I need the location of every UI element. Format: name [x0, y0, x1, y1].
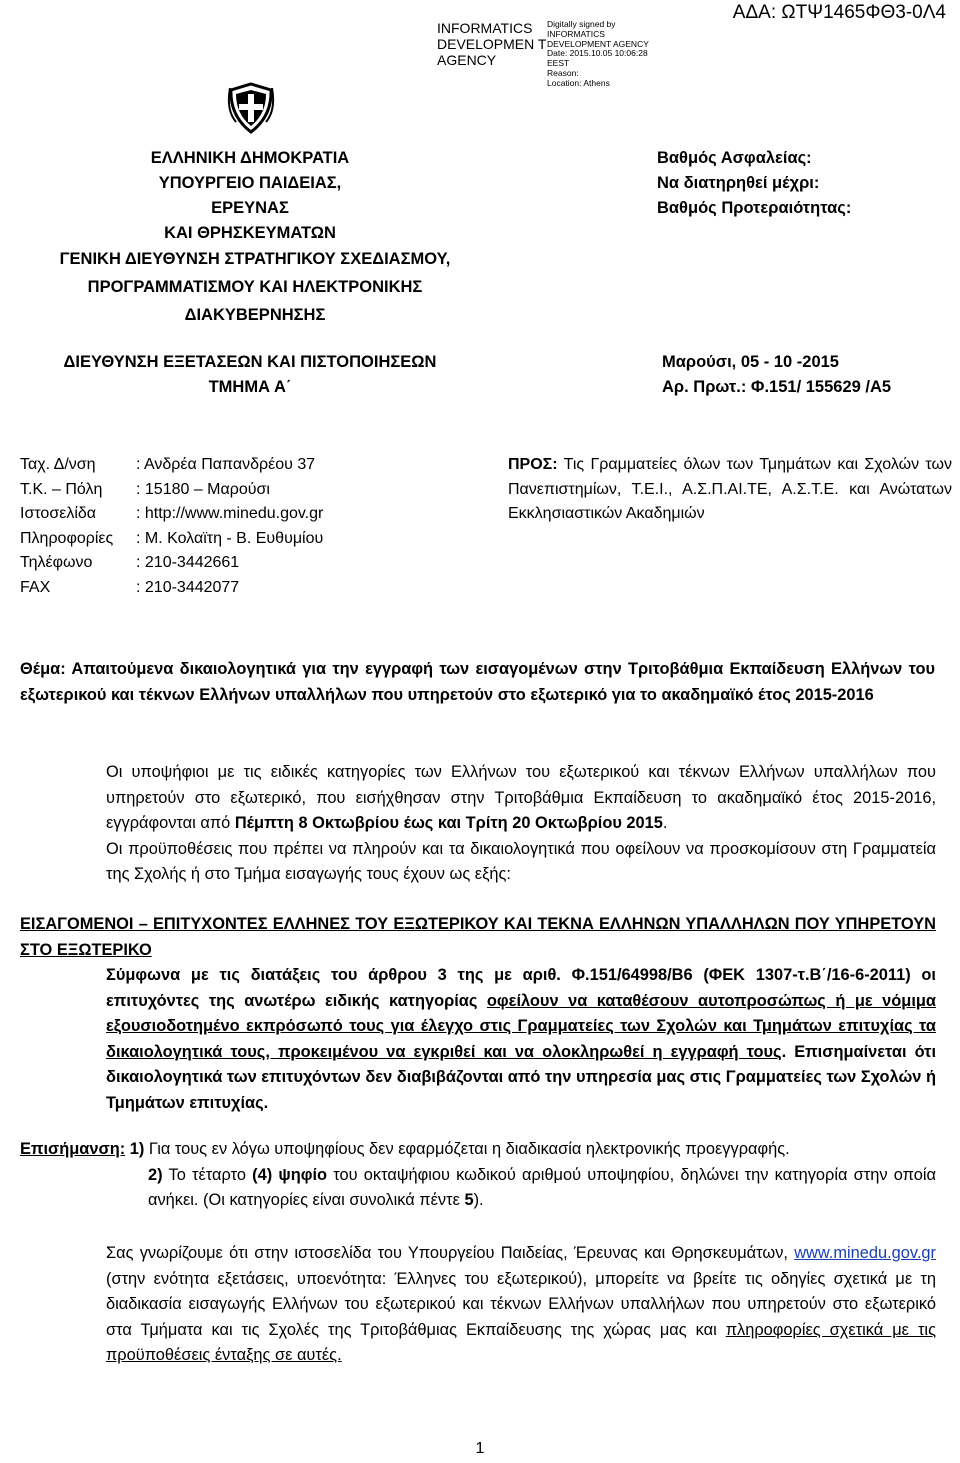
- ada-code: ΑΔΑ: ΩΤΨ1465ΦΘ3-0Λ4: [732, 2, 946, 23]
- contact-value: : Ανδρέα Παπανδρέου 37: [136, 456, 316, 473]
- date-ref-block: [662, 350, 891, 400]
- section-bold-note: Επισημαίνεται ότι δικαιολογητικά των επιτυχόντων δεν διαβιβάζονται από την υπηρεσία μας στις Γραμματείες των Σχολών ή Τμημάτων επιτυχίας.: [106, 1042, 936, 1112]
- contact-row: [20, 527, 323, 552]
- closing-paragraph: [20, 1241, 936, 1369]
- notes-label: Επισήμανση:: [20, 1140, 126, 1158]
- recipient-block: [508, 453, 952, 527]
- paragraph-1: [20, 760, 936, 837]
- note-1: [20, 1137, 936, 1163]
- contact-label: Πληροφορίες: [20, 529, 114, 547]
- sig-date: Date: 2015.10.05 10:06:28: [547, 48, 648, 59]
- signature-details: [547, 20, 667, 89]
- directorate: [40, 350, 460, 400]
- note-2-count: 5: [464, 1191, 474, 1209]
- para1-text: Οι υποψήφιοι με τις ειδικές κατηγορίες των Ελλήνων του εξωτερικού και τέκνων Ελλήνων υπαλλήλων που υπηρετούν στο εξωτερικό, που εισήχθησαν στην Τριτοβάθμια Εκπαίδευση το ακαδημαϊκό έτος 2015-2016, εγγράφονται από: [106, 763, 936, 832]
- ministry-line: ΚΑΙ ΘΡΗΣΚΕΥΜΑΤΩΝ: [164, 224, 336, 242]
- closing-underlined: πληροφορίες σχετικά με τις προϋποθέσεις ένταξης σε αυτές.: [106, 1320, 936, 1364]
- website-link[interactable]: : http://www.minedu.gov.gr: [136, 505, 324, 522]
- sig-line: Digitally signed by: [547, 19, 616, 29]
- greek-emblem-icon: [226, 80, 276, 136]
- section-paragraph: [20, 963, 936, 1116]
- contact-value: : 15180 – Μαρούσι: [136, 480, 270, 498]
- note-2-number: 2): [148, 1165, 163, 1184]
- sig-line: INFORMATICS: [547, 28, 605, 39]
- contact-label: FAX: [20, 578, 51, 596]
- contact-row: [20, 453, 323, 478]
- note-2-end: ).: [473, 1191, 484, 1209]
- registration-dates: Πέμπτη 8 Οκτωβρίου έως και Τρίτη 20 Οκτωβρίου 2015: [234, 814, 663, 832]
- minedu-link[interactable]: www.minedu.gov.gr: [794, 1244, 936, 1262]
- contact-row: [20, 502, 323, 527]
- signer-name: INFORMATICS DEVELOPMEN T AGENCY: [437, 20, 547, 68]
- contact-value: : Μ. Κολαϊτη - Β. Ευθυμίου: [136, 529, 324, 547]
- closing-block: [20, 1241, 936, 1369]
- contact-label: Ταχ. Δ/νση: [20, 456, 96, 473]
- section-underlined: οφείλουν να καταθέσουν αυτοπροσώπως ή με νόμιμα εξουσιοδοτημένο εκπρόσωπό τους για έλεγχο στις Γραμματείες των Σχολών και Τμημάτων επιτυχίας τα δικαιολογητικά τους, προκειμένου να εγκριθεί και να ολοκληρωθεί η εγγραφή τους: [106, 991, 936, 1061]
- recipient-label: ΠΡΟΣ:: [508, 456, 558, 473]
- note-1-text: Για τους εν λόγω υποψηφίους δεν εφαρμόζεται η διαδικασία ηλεκτρονικής προεγγραφής.: [144, 1140, 790, 1158]
- ministry-line: ΕΛΛΗΝΙΚΗ ΔΗΜΟΚΡΑΤΙΑ: [150, 149, 350, 167]
- section-block: [20, 912, 936, 1116]
- note-2-text: Το τέταρτο: [162, 1165, 253, 1184]
- sig-tz: EEST: [547, 58, 570, 69]
- section-text: Σύμφωνα με τις διατάξεις του άρθρου 3 της με αριθ. Φ.151/64998/Β6 (ΦΕΚ 1307-τ.Β΄/16-6-2011) οι επιτυχόντες της ανωτέρω ειδικής κατηγορίας: [106, 966, 936, 1010]
- para1-end: .: [662, 814, 668, 832]
- contact-row: [20, 551, 323, 576]
- contact-value: : 210-3442661: [136, 554, 240, 571]
- sig-location: Location: Athens: [547, 77, 610, 88]
- note-2-bold: (4) ψηφίο: [252, 1165, 328, 1184]
- sig-reason: Reason:: [547, 67, 579, 78]
- contact-block: [20, 453, 323, 600]
- document-date: Μαρούσι, 05 - 10 -2015: [662, 353, 839, 371]
- subject: Θέμα: Απαιτούμενα δικαιολογητικά για την εγγραφή των εισαγομένων στην Τριτοβάθμια Εκπαίδευση Ελλήνων του εξωτερικού και τέκνων Ελλήνων υπαλλήλων που υπηρετούν στο εξωτερικό για το ακαδημαϊκό έτος 2015-2016: [20, 660, 935, 704]
- priority-level: Βαθμός Προτεραιότητας:: [657, 199, 852, 217]
- body-paragraphs: [20, 760, 936, 888]
- sig-line: DEVELOPMENT AGENCY: [547, 38, 649, 49]
- contact-label: Τηλέφωνο: [20, 554, 93, 571]
- section-text-2: .: [781, 1042, 795, 1061]
- department-name: ΤΜΗΜΑ Α΄: [208, 378, 292, 396]
- note-2-text: του οκταψήφιου κωδικού αριθμού υποψηφίου, δηλώνει την κατηγορία στην οποία ανήκει. (Οι κατηγορίες είναι συνολικά πέντε: [148, 1165, 936, 1209]
- contact-value: : 210-3442077: [136, 578, 240, 596]
- gendir-line: ΠΡΟΓΡΑΜΜΑΤΙΣΜΟΥ ΚΑΙ ΗΛΕΚΤΡΟΝΙΚΗΣ: [87, 278, 423, 296]
- retain-until: Να διατηρηθεί μέχρι:: [657, 174, 820, 192]
- recipient-text: Τις Γραμματείες όλων των Τμημάτων και Σχολών των Πανεπιστημίων, Τ.Ε.Ι., Α.Σ.Π.ΑΙ.ΤΕ, Α.Σ.Τ.Ε. και Ανώτατων Εκκλησιαστικών Ακαδημιών: [508, 456, 953, 522]
- contact-row: [20, 478, 323, 503]
- protocol-number: Αρ. Πρωτ.: Φ.151/ 155629 /Α5: [662, 378, 892, 396]
- closing-text-2: (στην ενότητα εξετάσεις, υποενότητα: Έλληνες του εξωτερικού), μπορείτε να βρείτε τις οδηγίες σχετικά με τη διαδικασία εισαγωγής Ελλήνων του εξωτερικού και τέκνων Ελλήνων υπαλλήλων που υπηρετούν στο εξωτερικό στα Τμήματα και τις Σχολές της Τριτοβάθμιας Εκπαίδευσης της χώρας μας και: [106, 1269, 936, 1339]
- section-title: ΕΙΣΑΓΟΜΕΝΟΙ – ΕΠΙΤΥΧΟΝΤΕΣ ΕΛΛΗΝΕΣ ΤΟΥ ΕΞΩΤΕΡΙΚΟΥ ΚΑΙ ΤΕΚΝΑ ΕΛΛΗΝΩΝ ΥΠΑΛΛΗΛΩΝ ΠΟΥ ΥΠΗΡΕΤΟΥΝ ΣΤΟ ΕΞΩΤΕΡΙΚΟ: [20, 915, 936, 959]
- note-1-number: 1): [129, 1140, 145, 1158]
- page-number: 1: [475, 1440, 485, 1457]
- notes-block: [20, 1137, 936, 1214]
- gendir-line: ΓΕΝΙΚΗ ΔΙΕΥΘΥΝΣΗ ΣΤΡΑΤΗΓΙΚΟΥ ΣΧΕΔΙΑΣΜΟΥ,: [59, 250, 451, 268]
- gendir-line: ΔΙΑΚΥΒΕΡΝΗΣΗΣ: [184, 306, 326, 324]
- security-level: Βαθμός Ασφαλείας:: [657, 149, 812, 167]
- ministry-block: [120, 146, 380, 246]
- contact-label: Ιστοσελίδα: [20, 505, 97, 522]
- directorate-name: ΔΙΕΥΘΥΝΣΗ ΕΞΕΤΑΣΕΩΝ ΚΑΙ ΠΙΣΤΟΠΟΙΗΣΕΩΝ: [63, 353, 437, 371]
- contact-label: Τ.Κ. – Πόλη: [20, 480, 103, 498]
- ministry-line: ΥΠΟΥΡΓΕΙΟ ΠΑΙΔΕΙΑΣ, ΕΡΕΥΝΑΣ: [158, 174, 342, 217]
- paragraph-2: Οι προϋποθέσεις που πρέπει να πληρούν και τα δικαιολογητικά που οφείλουν να προσκομίσουν στη Γραμματεία της Σχολής ή στο Τμήμα εισαγωγής τους έχουν ως εξής:: [106, 839, 936, 883]
- note-2: [20, 1163, 936, 1214]
- general-directorate: [30, 245, 480, 329]
- contact-row: [20, 576, 323, 601]
- security-block: [657, 146, 851, 221]
- closing-text: Σας γνωρίζουμε ότι στην ιστοσελίδα του Υπουργείου Παιδείας, Έρευνας και Θρησκευμάτων,: [106, 1244, 795, 1262]
